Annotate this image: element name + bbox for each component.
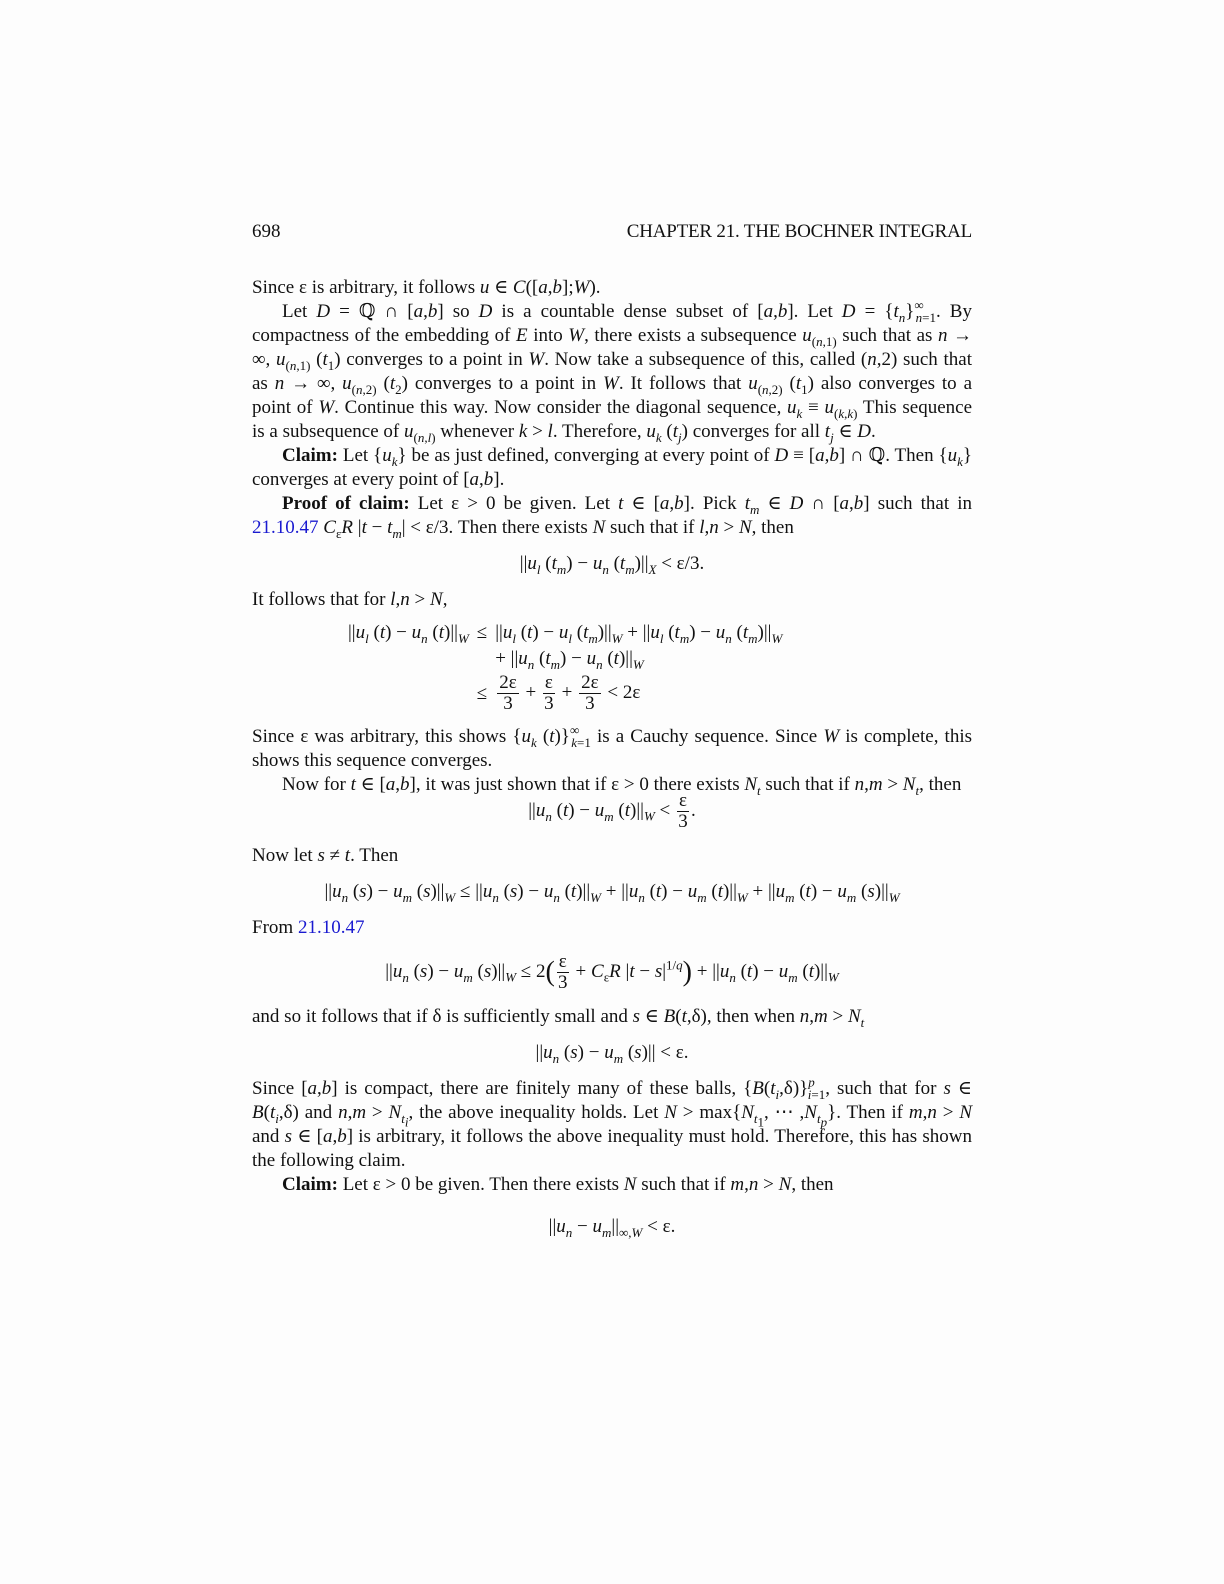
paragraph: Claim: Let ε > 0 be given. Then there exists N such that if m,n > N, then [282, 1174, 834, 1195]
equation-reference-link[interactable]: 21.10.47 [252, 517, 319, 538]
equation-reference-link[interactable]: 21.10.47 [297, 917, 365, 938]
page-number: 698 [252, 221, 281, 242]
paragraph: Let D = ℚ ∩ [a,b] so D is a countable dense subset of [a,b]. Let $D = \{t_n\}^\infty_{n=1}$. By compactness of the embedding of E into W, there exists a subsequence $u_{(n,1)}$ such that as n → ∞, $u_{(n,1)}$ $(t_1)$ converges to a point in W. Now take a subsequence of this, called (n,2) such that as n → ∞, $u_{(n,2)}$ $(t_2)$ converges to a point in W. It follows that $u_{(n,2)}$ $(t_1)$ also converges to a point of W. Continue this way. Now consider the diagonal sequence, $u_k \equiv u_{(k,k)}$ This sequence is a subsequence of $u_{(n,l)}$ whenever k > l. Therefore, $u_k$ $(t_j)$ converges for all $t_j$ ∈ D. [252, 297, 973, 445]
equation: $||u_n$ $(s) - u_m$ (s)|| < ε. [535, 1042, 689, 1066]
claim-label: Claim: [282, 445, 338, 466]
equation: $||u_n$ $(s) - u_m$ $(s)||_W \le 2$( $\frac{\varepsilon}{3}$ + $C_\varepsilon R$ $|t - s|^{1/q}) + ||u_n$ $(t) - u_m$ $(t)||_W$ [385, 951, 839, 993]
paragraph: Claim: Let $\{u_k\}$ be as just defined, converging at every point of D ≡ [a,b] ∩ ℚ. Then $\{u_k\}$ converges at every point of [a,b]. [252, 445, 973, 490]
equation: $||u_n$ $(t) - u_m$ $(t)||_W$ < $\frac{\varepsilon}{3}$ . [528, 790, 696, 832]
equation: $||u_l$ $(t_m) - u_n$ $(t_m)||_X < \varepsilon/3$. [519, 553, 705, 577]
aligned-equation: $||u_l$ $(t) - u_n$ $(t)||_W$ ≤ $||u_l$ $(t) - u_l$ $(t_m)||_W + ||u_l$ $(t_m) - u_n$ $(t_m)||_W$ + $||u_n$ $(t_m) - u_n$ $(t)||_W$ ≤ $\frac{2\varepsilon}{3}$ + $\frac{\varepsilon}{3}$ + $\frac{2\varepsilon}{3}$ < 2ε [348, 622, 783, 714]
paragraph: Since ε was arbitrary, this shows {$u_k$ $(t)\}^\infty_{k=1}$ is a Cauchy sequence. Since W is complete, this shows this sequence converges. [252, 722, 973, 771]
paragraph: From 21.10.47 [252, 917, 365, 938]
equation: $||u_n - u_m||_{\infty,W} < \varepsilon$. [548, 1216, 676, 1240]
paragraph: Now for t ∈ [a,b], it was just shown that if ε > 0 there exists $N_t$ such that if $n,m > N_t$, then [282, 774, 962, 798]
paragraph: Since ε is arbitrary, it follows u ∈ C([a,b];W). [252, 277, 601, 298]
main-text [252, 276, 972, 1251]
paragraph: Since [a,b] is compact, there are finitely many of these balls, $\{B(t_i,\delta)\}^p_{i=1}$, such that for s ∈ $B(t_i,\delta)$ and $n,m > N_{t_i}$, the above inequality holds. Let $N > \max\{N_{t_1}$, ⋯ $,N_{t_p}$}. Then if m,n > N and s ∈ [a,b] is arbitrary, it follows the above inequality must hold. Therefore, this has shown the following claim. [252, 1074, 973, 1171]
equation: $||u_n$ $(s) - u_m$ $(s)||_W \le ||u_n$ $(s) - u_n$ $(t)||_W + ||u_n$ $(t) - u_m$ $(t)||_W + ||u_m$ $(t) - u_m$ $(s)||_W$ [324, 881, 900, 905]
proof-label: Proof of claim: [282, 493, 410, 514]
paragraph: Proof of claim: Let ε > 0 be given. Let t ∈ [a,b]. Pick $t_m$ ∈ D ∩ [a,b] such that in 21.10.47 $C_\varepsilon R$ $|t - t_m| < \varepsilon/3$. Then there exists N such that if l,n > N, then [252, 493, 972, 541]
paragraph: and so it follows that if δ is sufficiently small and s ∈ B(t,δ), then when $n,m > N_t$ [252, 1006, 865, 1030]
chapter-title: CHAPTER 21. THE BOCHNER INTEGRAL [626, 221, 972, 242]
paragraph: Now let s ≠ t. Then [252, 845, 399, 866]
claim-label: Claim: [282, 1174, 338, 1195]
paragraph: It follows that for l,n > N, [252, 589, 448, 610]
